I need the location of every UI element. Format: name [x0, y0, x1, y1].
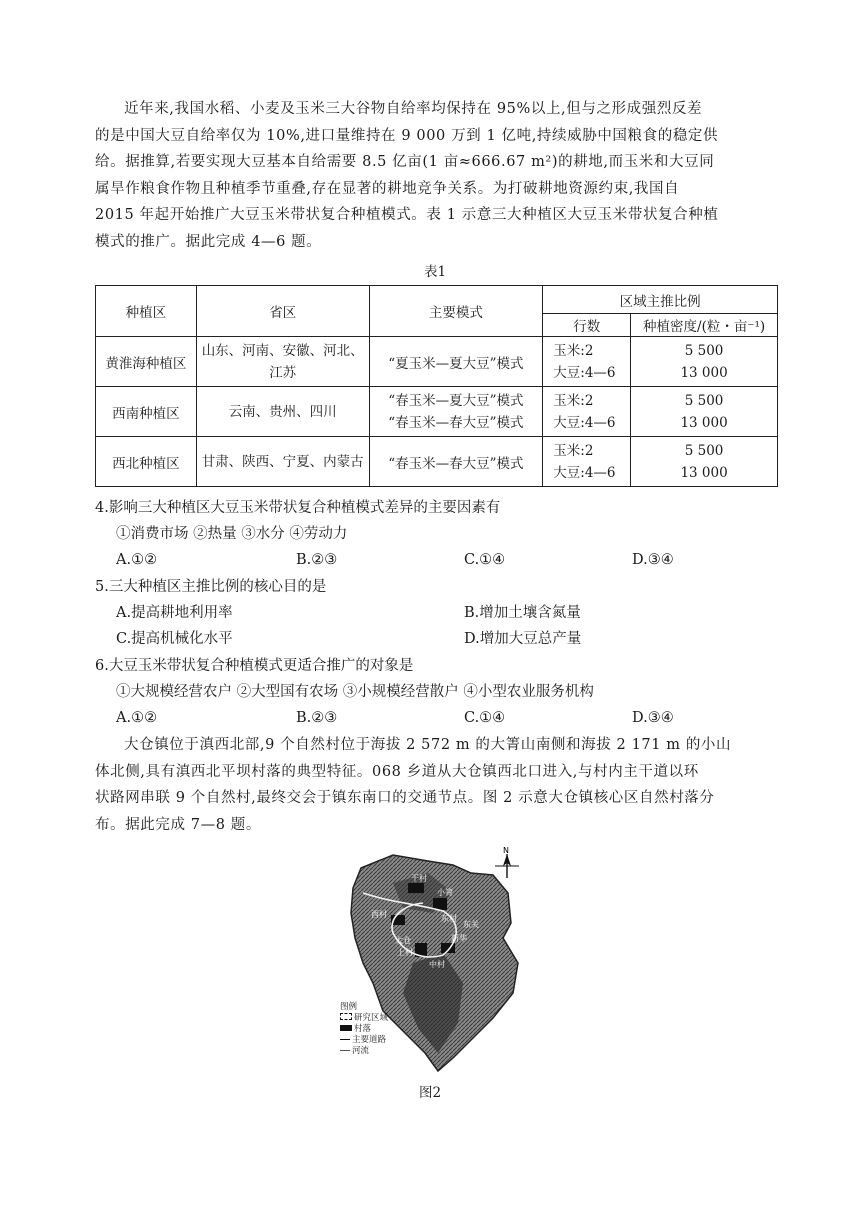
header-zone: 种植区: [96, 286, 197, 337]
rows-line: 大豆:4—6: [553, 414, 616, 431]
intro-line: 2015 年起开始推广大豆玉米带状复合种植模式。表 1 示意三大种植区大豆玉米带状复合种植: [95, 207, 719, 223]
density-cell: [631, 337, 778, 387]
header-ratio: 区域主推比例: [543, 286, 778, 314]
province-line: 山东、河南、安徽、河北、: [201, 342, 364, 359]
intro-paragraph-2: [95, 732, 780, 838]
zone-cell: 西南种植区: [96, 387, 197, 437]
question-4-items: ①消费市场 ②热量 ③水分 ④劳动力: [116, 526, 348, 542]
density-line: 5 500: [684, 342, 724, 359]
intro-line: 给。据推算,若要实现大豆基本自给需要 8.5 亿亩(1 亩≈666.67 m²)的耕地,而玉米和大豆同: [95, 154, 715, 170]
question-5-option-d[interactable]: D.增加大豆总产量: [464, 631, 582, 647]
question-4-option-b[interactable]: B.②③: [296, 552, 338, 568]
figure-caption: 图2: [418, 1085, 442, 1101]
province-cell: [196, 337, 369, 387]
density-line: 5 500: [684, 392, 724, 409]
intro-line: 布。据此完成 7—8 题。: [95, 816, 261, 833]
rows-cell: [543, 437, 631, 487]
village-label: 上村: [397, 948, 413, 957]
table-row: [96, 387, 778, 437]
mode-cell: [369, 387, 543, 437]
header-rows: 行数: [543, 314, 631, 337]
village-label: 西村: [371, 910, 387, 919]
intro-line: 近年来,我国水稻、小麦及玉米三大谷物自给率均保持在 95%以上,但与之形成强烈反差: [124, 101, 703, 117]
village-label: 东村: [441, 914, 457, 923]
question-5-option-c[interactable]: C.提高机械化水平: [116, 631, 233, 647]
mode-line: “春玉米—夏大豆”模式: [388, 392, 524, 409]
legend-item: 河流: [340, 1046, 388, 1057]
mode-cell: [369, 337, 543, 387]
intro-line: 状路网串联 9 个自然村,最终交会于镇东南口的交通节点。图 2 示意大仓镇核心区自然村落分: [95, 790, 715, 806]
intro-line: 属旱作粮食作物且种植季节重叠,存在显著的耕地竞争关系。为打破耕地资源约束,我国自: [95, 180, 680, 197]
question-5-stem: 5.三大种植区主推比例的核心目的是: [95, 579, 327, 595]
question-5-option-a[interactable]: A.提高耕地利用率: [116, 605, 233, 621]
village-label: 干村: [411, 874, 427, 883]
zone-cell: 西北种植区: [96, 437, 197, 487]
legend-item: 主要道路: [340, 1035, 388, 1046]
rows-cell: [543, 387, 631, 437]
zone-cell: 黄淮海种植区: [96, 337, 197, 387]
village-block: [408, 883, 424, 893]
province-line: 江苏: [269, 364, 297, 381]
question-4-stem: 4.影响三大种植区大豆玉米带状复合种植模式差异的主要因素有: [95, 500, 501, 516]
road-icon: [340, 1039, 350, 1040]
intro-line: 的是中国大豆自给率仅为 10%,进口量维持在 9 000 万到 1 亿吨,持续威胁中国粮食的稳定供: [95, 127, 719, 144]
rows-cell: [543, 337, 631, 387]
intro-line: 模式的推广。据此完成 4—6 题。: [95, 233, 322, 250]
question-6-option-c[interactable]: C.①④: [464, 710, 506, 726]
question-6-items: ①大规模经营农户 ②大型国有农场 ③小规模经营散户 ④小型农业服务机构: [116, 684, 594, 700]
rows-line: 玉米:2: [553, 442, 594, 459]
density-cell: [631, 437, 778, 487]
study-area-icon: [340, 1013, 352, 1020]
question-4-option-c[interactable]: C.①④: [464, 552, 506, 568]
density-line: 13 000: [680, 364, 728, 381]
question-6-option-d[interactable]: D.③④: [632, 710, 674, 726]
header-mode: 主要模式: [369, 286, 543, 337]
header-province: 省区: [196, 286, 369, 337]
village-label: 中村: [429, 960, 445, 969]
table-row: [96, 437, 778, 487]
province-cell: [196, 387, 369, 437]
question-6-stem: 6.大豆玉米带状复合种植模式更适合推广的对象是: [95, 658, 414, 674]
legend-item: 研究区域: [340, 1013, 388, 1024]
legend-item: 村落: [340, 1024, 388, 1035]
intro-line: 大仓镇位于滇西北部,9 个自然村位于海拔 2 572 m 的大箐山南侧和海拔 2 171 m 的小山: [124, 737, 732, 753]
province-line: 云南、贵州、四川: [228, 403, 337, 420]
rows-line: 大豆:4—6: [553, 464, 616, 481]
density-line: 13 000: [680, 464, 728, 481]
map-legend: [340, 1002, 388, 1057]
north-arrow-icon: [493, 846, 523, 880]
planting-table: [95, 285, 778, 487]
village-icon: [340, 1025, 352, 1031]
rows-line: 玉米:2: [553, 392, 594, 409]
table-caption: 表1: [423, 264, 447, 280]
village-block: [433, 898, 447, 910]
intro-line: 体北侧,具有滇西北平坝村落的典型特征。068 乡道从大仓镇西北口进入,与村内主干道以环: [95, 763, 699, 780]
village-label: 小箐: [437, 888, 453, 897]
question-6-option-a[interactable]: A.①②: [116, 710, 158, 726]
province-line: 甘肃、陕西、宁夏、内蒙古: [201, 453, 364, 470]
village-label: 大仓: [395, 936, 411, 945]
province-cell: [196, 437, 369, 487]
mode-line: “春玉米—春大豆”模式: [388, 414, 524, 431]
density-line: 13 000: [680, 414, 728, 431]
mode-line: “夏玉米—夏大豆”模式: [388, 355, 524, 372]
mode-cell: [369, 437, 543, 487]
village-label: 新华: [451, 934, 467, 943]
header-density: 种植密度/(粒・亩⁻¹): [631, 314, 778, 337]
question-5-option-b[interactable]: B.增加土壤含氮量: [464, 605, 581, 621]
mode-line: “春玉米—春大豆”模式: [388, 455, 524, 472]
legend-title: 图例: [340, 1002, 358, 1012]
question-6-option-b[interactable]: B.②③: [296, 710, 338, 726]
density-line: 5 500: [684, 442, 724, 459]
density-cell: [631, 387, 778, 437]
rows-line: 玉米:2: [553, 342, 594, 359]
north-label: N: [503, 846, 509, 855]
intro-paragraph-1: [95, 96, 780, 255]
rows-line: 大豆:4—6: [553, 364, 616, 381]
table-row: [96, 337, 778, 387]
question-4-option-d[interactable]: D.③④: [632, 552, 674, 568]
river-icon: [340, 1050, 350, 1051]
village-label: 东关: [463, 920, 479, 929]
question-4-option-a[interactable]: A.①②: [116, 552, 158, 568]
